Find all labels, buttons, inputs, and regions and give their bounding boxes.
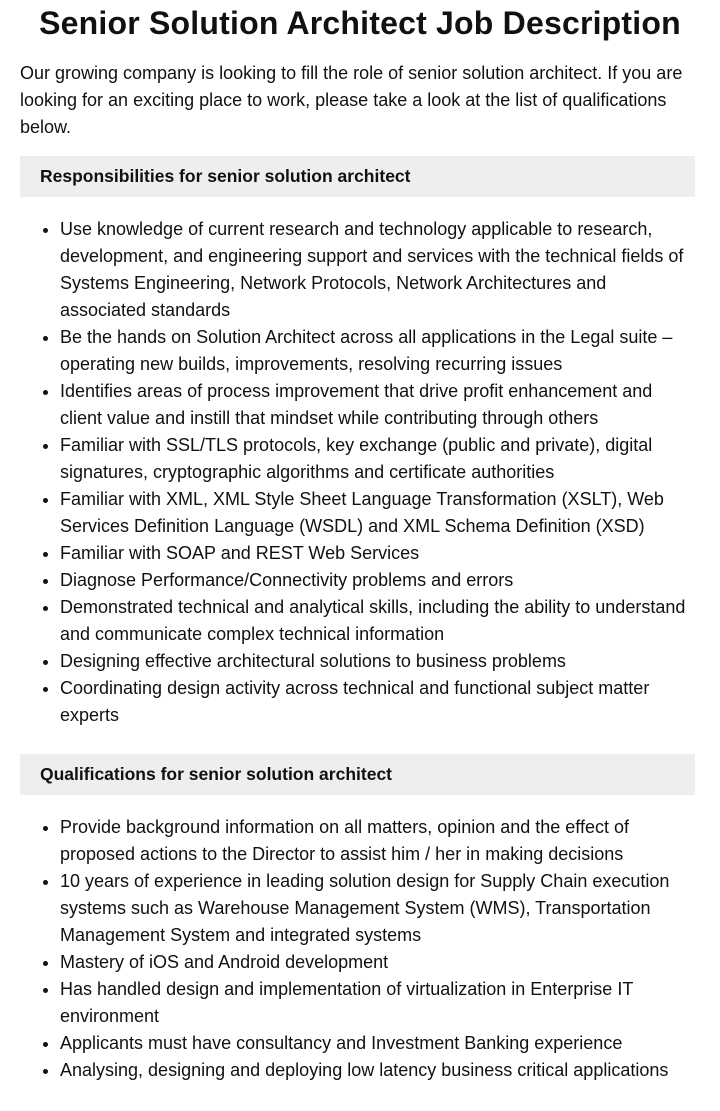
responsibilities-list bbox=[20, 216, 695, 729]
list-item: • Use knowledge of current research and technology applicable to research, development, and engineering support and services with the technical fields of Systems Engineering, Network Protocols, Network Architectures and associated standards bbox=[60, 216, 695, 324]
list-item: • Diagnose Performance/Connectivity problems and errors bbox=[60, 567, 695, 594]
list-item: • Familiar with XML, XML Style Sheet Language Transformation (XSLT), Web Services Definition Language (WSDL) and XML Schema Definition (XSD) bbox=[60, 486, 695, 540]
list-item: • Applicants must have consultancy and Investment Banking experience bbox=[60, 1030, 695, 1057]
list-item: • Be the hands on Solution Architect across all applications in the Legal suite – operating new builds, improvements, resolving recurring issues bbox=[60, 324, 695, 378]
list-item: • Familiar with SOAP and REST Web Services bbox=[60, 540, 695, 567]
list-item: • Mastery of iOS and Android development bbox=[60, 949, 695, 976]
responsibilities-heading: Responsibilities for senior solution architect bbox=[20, 156, 695, 197]
qualifications-heading: Qualifications for senior solution architect bbox=[20, 754, 695, 795]
list-item: • Has handled design and implementation of virtualization in Enterprise IT environment bbox=[60, 976, 695, 1030]
page-title: Senior Solution Architect Job Description bbox=[39, 5, 681, 41]
intro-paragraph: Our growing company is looking to fill the role of senior solution architect. If you are looking for an exciting place to work, please take a look at the list of qualifications below. bbox=[20, 63, 683, 137]
list-item: • 10 years of experience in leading solution design for Supply Chain execution systems such as Warehouse Management System (WMS), Transportation Management System and integrated systems bbox=[60, 868, 695, 949]
list-item: • Designing effective architectural solutions to business problems bbox=[60, 648, 695, 675]
qualifications-list bbox=[20, 814, 695, 1084]
list-item: • Provide background information on all matters, opinion and the effect of proposed actions to the Director to assist him / her in making decisions bbox=[60, 814, 695, 868]
list-item: • Familiar with SSL/TLS protocols, key exchange (public and private), digital signatures, cryptographic algorithms and certificate authorities bbox=[60, 432, 695, 486]
list-item: • Identifies areas of process improvement that drive profit enhancement and client value and instill that mindset while contributing through others bbox=[60, 378, 695, 432]
list-item: • Coordinating design activity across technical and functional subject matter experts bbox=[60, 675, 695, 729]
list-item: • Demonstrated technical and analytical skills, including the ability to understand and communicate complex technical information bbox=[60, 594, 695, 648]
list-item: • Analysing, designing and deploying low latency business critical applications bbox=[60, 1057, 695, 1084]
